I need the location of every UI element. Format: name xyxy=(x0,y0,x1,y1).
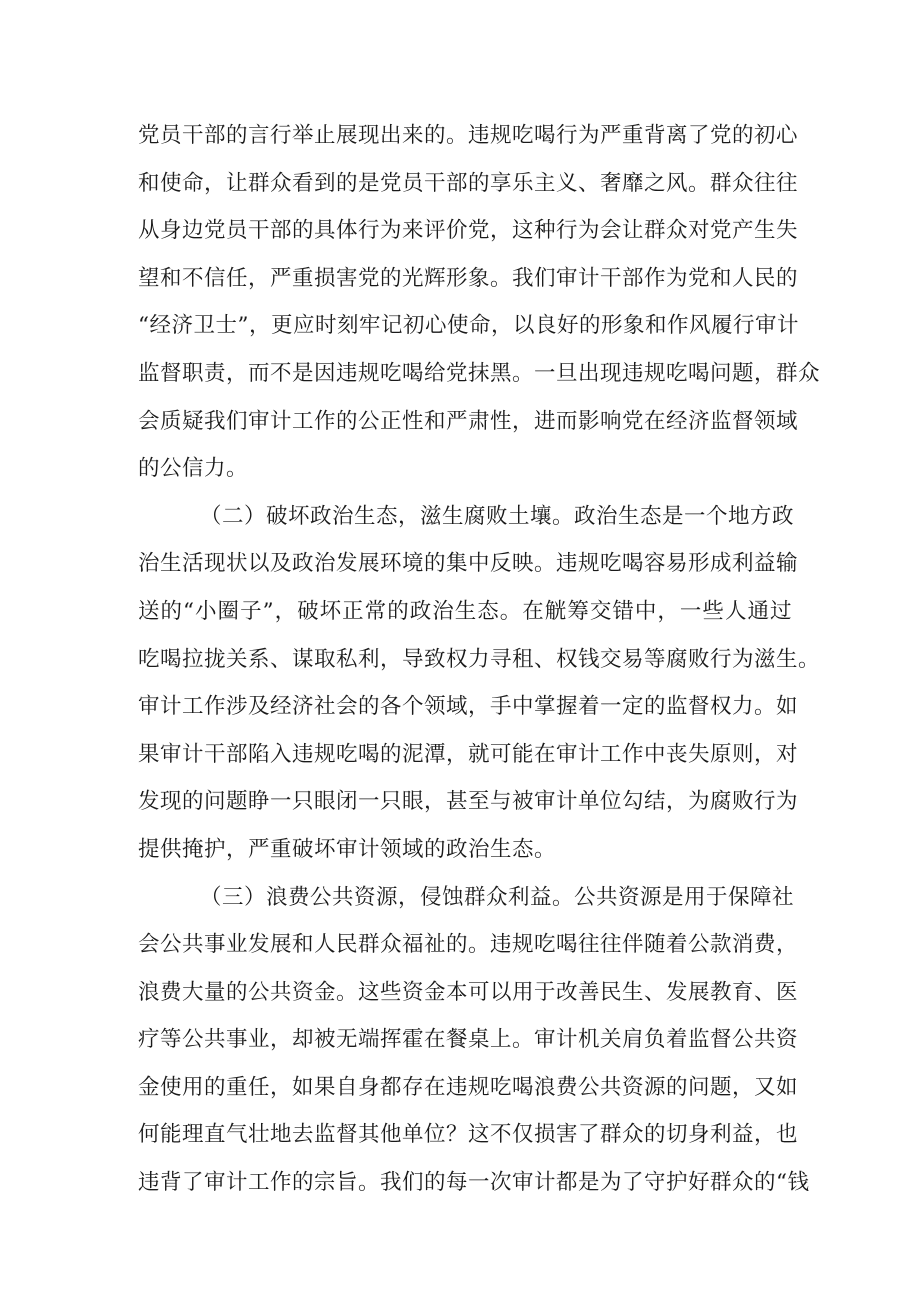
paragraph-2-line-4: 吃喝拉拢关系、谋取私利，导致权力寻租、权钱交易等腐败行为滋生。 xyxy=(138,646,821,672)
paragraph-2-line-6: 果审计干部陷入违规吃喝的泥潭，就可能在审计工作中丧失原则，对 xyxy=(138,741,799,767)
paragraph-1 xyxy=(138,112,821,493)
paragraph-1-line-7: 会质疑我们审计工作的公正性和严肃性，进而影响党在经济监督领域 xyxy=(138,408,799,434)
paragraph-3-line-2: 会公共事业发展和人民群众福祉的。违规吃喝往往伴随着公款消费， xyxy=(138,932,799,958)
paragraph-3-line-4: 疗等公共事业，却被无端挥霍在餐桌上。审计机关肩负着监督公共资 xyxy=(138,1027,799,1053)
paragraph-3-line-7: 违背了审计工作的宗旨。我们的每一次审计都是为了守护好群众的“钱 xyxy=(138,1170,810,1196)
paragraph-1-line-4: 望和不信任，严重损害党的光辉形象。我们审计干部作为党和人民的 xyxy=(138,265,799,291)
paragraph-1-line-2: 和使命，让群众看到的是党员干部的享乐主义、奢靡之风。群众往往 xyxy=(138,170,799,196)
paragraph-3-line-6: 何能理直气壮地去监督其他单位？这不仅损害了群众的切身利益，也 xyxy=(138,1122,799,1148)
paragraph-1-line-6: 监督职责，而不是因违规吃喝给党抹黑。一旦出现违规吃喝问题，群众 xyxy=(138,360,821,386)
paragraph-3-line-3: 浪费大量的公共资金。这些资金本可以用于改善民生、发展教育、医 xyxy=(138,979,799,1005)
paragraph-1-line-1: 党员干部的言行举止展现出来的。违规吃喝行为严重背离了党的初心 xyxy=(138,123,799,148)
paragraph-2-line-3: 送的“小圈子”，破坏正常的政治生态。在觥筹交错中，一些人通过 xyxy=(138,598,792,624)
paragraph-3-line-1: （三）浪费公共资源，侵蚀群众利益。公共资源是用于保障社 xyxy=(200,884,795,910)
paragraph-2-line-2: 治生活现状以及政治发展环境的集中反映。违规吃喝容易形成利益输 xyxy=(138,551,799,577)
paragraph-2-line-5: 审计工作涉及经济社会的各个领域，手中掌握着一定的监督权力。如 xyxy=(138,694,799,720)
paragraph-1-line-3: 从身边党员干部的具体行为来评价党，这种行为会让群众对党产生失 xyxy=(138,218,799,244)
paragraph-2-line-1: （二）破坏政治生态，滋生腐败土壤。政治生态是一个地方政 xyxy=(200,503,795,529)
paragraph-3 xyxy=(138,874,810,1207)
paragraph-2 xyxy=(138,493,821,874)
paragraph-1-line-5: “经济卫士”，更应时刻牢记初心使命，以良好的形象和作风履行审计 xyxy=(138,313,799,339)
paragraph-2-line-7: 发现的问题睁一只眼闭一只眼，甚至与被审计单位勾结，为腐败行为 xyxy=(138,789,799,815)
paragraph-3-line-5: 金使用的重任，如果自身都存在违规吃喝浪费公共资源的问题，又如 xyxy=(138,1074,799,1100)
paragraph-2-line-8: 提供掩护，严重破坏审计领域的政治生态。 xyxy=(138,836,557,862)
paragraph-1-line-8: 的公信力。 xyxy=(138,456,249,482)
document-body xyxy=(138,112,821,1207)
